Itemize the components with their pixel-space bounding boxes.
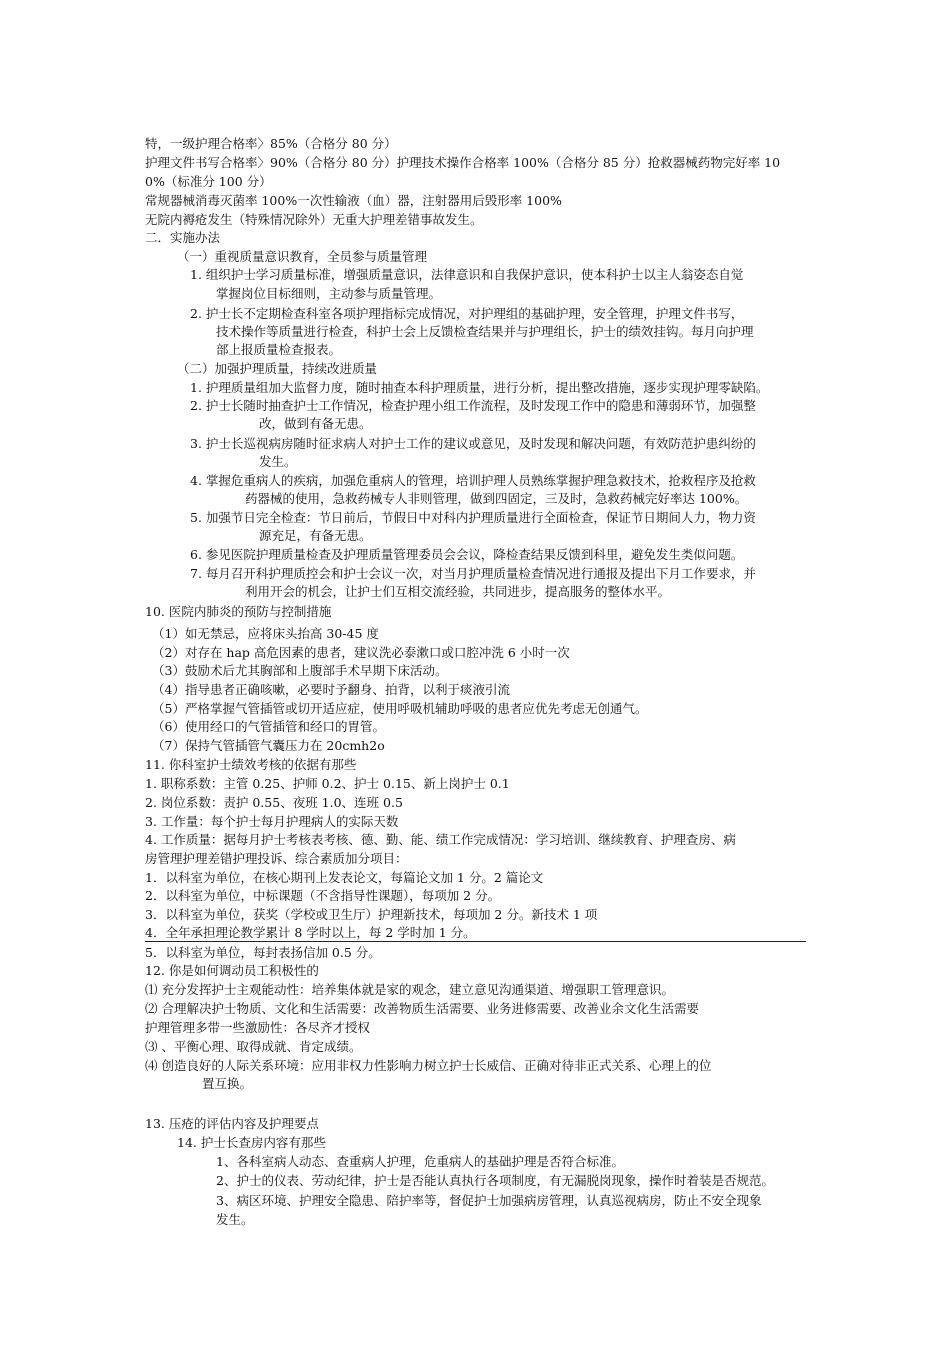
list-item: 5．以科室为单位，每封表扬信加 0.5 分。 [145,945,381,960]
list-item: （5）严格掌握气管插管或切开适应症，使用呼吸机辅助呼吸的患者应优先考虑无创通气。 [152,701,648,716]
question-heading: 11. 你科室护士绩效考核的依据有那些 [145,757,357,772]
horizontal-rule [145,941,806,942]
list-item: ⑴ 充分发挥护士主观能动性：培养集体就是家的观念，建立意见沟通渠道、增强职工管理意识。 [145,982,674,997]
list-item: 3．以科室为单位，获奖（学校或卫生厅）护理新技术，每项加 2 分。新技术 1 项 [145,907,598,922]
text-line: 常规器械消毒灭菌率 100%一次性输液（血）器，注射器用后毁形率 100% [145,193,562,208]
text-line: 护理文件书写合格率〉90%（合格分 80 分）护理技术操作合格率 100%（合格分 85 分）抢救器械药物完好率 10 [145,155,781,170]
list-item: （3）鼓励术后尤其胸部和上腹部手术早期下床活动。 [152,663,448,678]
text-line: 特，一级护理合格率〉85%（合格分 80 分） [145,136,397,151]
list-item: 7. 每月召开科护理质控会和护士会议一次，对当月护理质量检查情况进行通报及提出下月工作要求，并 [190,566,756,581]
list-item: 4. 工作质量：据每月护士考核表考核、德、勤、能、绩工作完成情况：学习培训、继续教育、护理查房、病 [145,832,736,847]
list-item: 1、各科室病人动态、查重病人护理，危重病人的基础护理是否符合标准。 [216,1154,624,1169]
list-item: 4. 掌握危重病人的疾病，加强危重病人的管理，培训护理人员熟练掌握护理急救技术，抢救程序及抢救 [190,473,756,488]
list-item-continued: 部上报质量检查报表。 [216,342,342,357]
list-item-continued: 发生。 [216,1212,254,1227]
list-item-continued: 利用开会的机会，让护士们互相交流经验，共同进步，提高服务的整体水平。 [245,584,671,599]
list-item: （4）指导患者正确咳嗽，必要时予翻身、拍背，以利于痰液引流 [152,682,510,697]
list-item: 2. 岗位系数：责护 0.55、夜班 1.0、连班 0.5 [145,795,403,810]
list-item-continued: 改，做到有备无患。 [259,416,372,431]
list-item: 1. 组织护士学习质量标准，增强质量意识，法律意识和自我保护意识，使本科护士以主人翁姿态自觉 [190,267,744,282]
list-item-continued: 房管理护理差错护理投诉、综合素质加分项目： [145,851,408,866]
section-heading: 二．实施办法 [145,230,221,245]
list-item: 2. 护士长不定期检查科室各项护理指标完成情况，对护理组的基础护理，安全管理，护理文件书写， [190,306,744,321]
list-item-continued: 源充足，有备无患。 [259,528,372,543]
list-item-continued: 发生。 [259,454,297,469]
list-item-continued: 掌握岗位目标细则，主动参与质量管理。 [216,286,442,301]
list-item: 3. 护士长巡视病房随时征求病人对护士工作的建议或意见，及时发现和解决问题，有效防范护患纠纷的 [190,436,756,451]
list-item: （7）保持气管插管气囊压力在 20cmh2o [152,738,385,753]
question-heading: 12. 你是如何调动员工积极性的 [145,963,319,978]
subsection-heading: （一）重视质量意识教育，全员参与质量管理 [177,249,428,264]
list-item: 1. 护理质量组加大监督力度，随时抽查本科护理质量，进行分析，提出整改措施，逐步实现护理零缺陷。 [190,380,769,395]
question-heading: 13. 压疮的评估内容及护理要点 [145,1116,319,1131]
text-line: 0%（标准分 100 分） [145,174,272,189]
list-item-continued: 药器械的使用，急救药械专人非则管理，做到四固定，三及时，急救药械完好率达 100%。 [245,491,748,506]
list-item: 4．全年承担理论教学累计 8 学时以上，每 2 学时加 1 分。 [145,925,476,940]
question-heading: 14. 护士长查房内容有那些 [177,1135,326,1150]
text-line: 无院内褥疮发生（特殊情况除外）无重大护理差错事故发生。 [145,212,483,227]
list-item: 3. 工作量：每个护士每月护理病人的实际天数 [145,814,399,829]
list-item: 1. 职称系数：主管 0.25、护师 0.2、护士 0.15、新上岗护士 0.1 [145,776,510,791]
list-item-continued: 置互换。 [202,1076,253,1091]
list-item: ⑵ 合理解决护士物质、文化和生活需要：改善物质生活需要、业务进修需要、改善业余文化生活需要 [145,1001,699,1016]
list-item: 2、护士的仪表、劳动纪律，护士是否能认真执行各项制度，有无漏脱岗现象，操作时着装是否规范。 [216,1173,774,1188]
question-heading: 10. 医院内肺炎的预防与控制措施 [145,604,332,619]
list-item: （1）如无禁忌，应将床头抬高 30-45 度 [152,626,379,641]
list-item: （6）使用经口的气管插管和经口的胃管。 [152,719,385,734]
list-item: 2．以科室为单位，中标课题（不含指导性课题），每项加 2 分。 [145,888,501,903]
list-item: 5. 加强节日完全检查：节日前后，节假日中对科内护理质量进行全面检查，保证节日期间人力，物力资 [190,510,756,525]
list-item: ⑶ 、平衡心理、取得成就、肯定成绩。 [145,1039,362,1054]
list-item: ⑷ 创造良好的人际关系环境：应用非权力性影响力树立护士长威信、正确对待非正式关系、心理上的位 [145,1058,712,1073]
list-item: （2）对存在 hap 高危因素的患者，建议洗必泰漱口或口腔冲洗 6 小时一次 [152,645,570,660]
list-item-continued: 护理管理多带一些激励性：各尽齐才授权 [145,1020,371,1035]
list-item: 6. 参见医院护理质量检查及护理质量管理委员会会议，降检查结果反馈到科里，避免发生类似问题。 [190,547,744,562]
list-item: 1．以科室为单位，在核心期刊上发表论文，每篇论文加 1 分。2 篇论文 [145,870,544,885]
list-item: 3、病区环境、护理安全隐患、陪护率等，督促护士加强病房管理，认真巡视病房，防止不安全现象 [216,1193,762,1208]
list-item: 2. 护士长随时抽查护士工作情况，检查护理小组工作流程，及时发现工作中的隐患和薄弱环节，加强整 [190,398,756,413]
subsection-heading: （二）加强护理质量，持续改进质量 [177,361,378,376]
list-item-continued: 技术操作等质量进行检查，科护士会上反馈检查结果并与护理组长，护士的绩效挂钩。每月向护理 [216,324,754,339]
